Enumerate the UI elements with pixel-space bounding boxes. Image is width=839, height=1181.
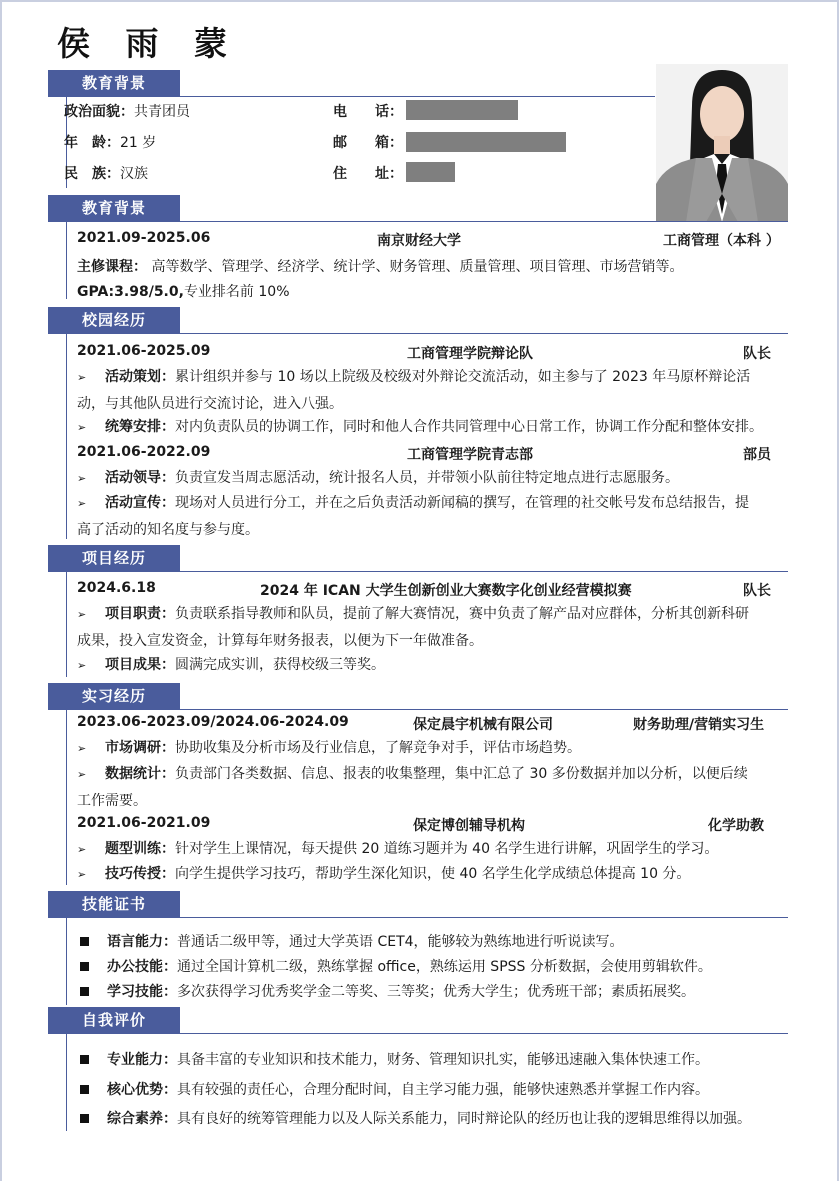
- self-eval-row: [80, 1077, 790, 1103]
- square-bullet-icon: [80, 1055, 89, 1064]
- skill-text: 通过全国计算机二级，熟练掌握 office，熟练运用 SPSS 分析数据，会使用剪辑软件。: [177, 959, 712, 975]
- email-redaction: [406, 132, 566, 152]
- section-divider: [48, 96, 655, 97]
- intern-2-date: 2021.06-2021.09: [77, 815, 211, 831]
- arrow-bullet-icon: ➢: [77, 742, 87, 755]
- page-border-left: [0, 0, 2, 1181]
- section-sidebar: [66, 917, 67, 1005]
- item-label: 市场调研：: [105, 740, 175, 756]
- age-value: 21 岁: [120, 135, 157, 151]
- section-divider: [48, 571, 788, 572]
- self-eval-text: 具有良好的统筹管理能力以及人际关系能力，同时辩论队的经历也让我的逻辑思维得以加强。: [177, 1111, 751, 1127]
- age-row: [64, 132, 156, 152]
- skill-row: [80, 954, 785, 980]
- item-text: 负责部门各类数据、信息、报表的收集整理，集中汇总了 30 多份数据并加以分析，以便后续: [175, 766, 748, 782]
- campus-2-role: 部员: [743, 447, 771, 463]
- item-text-cont: 成果，投入宣发资金，计算每年财务报表，以便为下一年做准备。: [77, 633, 483, 649]
- item-label: 技巧传授：: [105, 866, 175, 882]
- arrow-bullet-icon: ➢: [77, 371, 87, 384]
- self-eval-label: 综合素养：: [107, 1111, 177, 1127]
- item-label: 项目成果：: [105, 657, 175, 673]
- item-text-cont: 工作需要。: [77, 793, 147, 809]
- item-label: 活动策划：: [105, 369, 175, 385]
- gpa-label: GPA:3.98/5.0,: [77, 284, 184, 300]
- section-divider: [48, 221, 788, 222]
- intern-2-role: 化学助教: [708, 818, 764, 834]
- self-eval-text: 具有较强的责任心，合理分配时间，自主学习能力强，能够快速熟悉并掌握工作内容。: [177, 1082, 709, 1098]
- portrait-image: [656, 64, 788, 222]
- section-sidebar: [66, 333, 67, 539]
- gpa-text: 专业排名前 10%: [183, 284, 290, 300]
- address-label: 住 址：: [333, 166, 403, 182]
- campus-2-org: 工商管理学院青志部: [407, 447, 533, 463]
- section-sidebar: [66, 709, 67, 885]
- skill-label: 语言能力：: [107, 934, 177, 950]
- section-title: 教育背景: [48, 70, 180, 96]
- item-text: 向学生提供学习技巧，帮助学生深化知识，使 40 名学生化学成绩总体提高 10 分。: [175, 866, 691, 882]
- project-item-2: [77, 652, 782, 679]
- item-text: 圆满完成实训，获得校级三等奖。: [175, 657, 385, 673]
- project-role: 队长: [743, 583, 771, 599]
- section-divider: [48, 709, 788, 710]
- campus-2-date: 2021.06-2022.09: [77, 444, 211, 460]
- section-title: 自我评价: [48, 1007, 180, 1033]
- item-text: 协助收集及分析市场及行业信息，了解竞争对手，评估市场趋势。: [175, 740, 581, 756]
- phone-redaction: [406, 100, 518, 120]
- campus-1-role: 队长: [743, 346, 771, 362]
- section-title: 实习经历: [48, 683, 180, 709]
- intern-1-role: 财务助理/营销实习生: [633, 717, 765, 733]
- ethnic-value: 汉族: [120, 166, 148, 182]
- square-bullet-icon: [80, 987, 89, 996]
- courses-label: 主修课程：: [77, 259, 147, 275]
- self-eval-row: [80, 1106, 800, 1132]
- section-title: 教育背景: [48, 195, 180, 221]
- project-date: 2024.6.18: [77, 580, 156, 596]
- self-eval-label: 专业能力：: [107, 1052, 177, 1068]
- section-title: 项目经历: [48, 545, 180, 571]
- item-label: 题型训练：: [105, 841, 175, 857]
- campus-1-item-2: [77, 414, 797, 441]
- item-text: 对内负责队员的协调工作，同时和他人合作共同管理中心日常工作，协调工作分配和整体安排。: [175, 419, 763, 435]
- edu-gpa: [77, 281, 290, 301]
- item-text: 累计组织并参与 10 场以上院级及校级对外辩论交流活动，如主参与了 2023 年马原杯辩论活: [175, 369, 751, 385]
- skill-row: [80, 979, 785, 1005]
- politics-value: 共青团员: [134, 104, 190, 120]
- arrow-bullet-icon: ➢: [77, 421, 87, 434]
- item-label: 项目职责：: [105, 606, 175, 622]
- intern-2-item-2: [77, 861, 782, 888]
- arrow-bullet-icon: ➢: [77, 497, 87, 510]
- intern-2-item-1: [77, 836, 782, 863]
- section-divider: [48, 917, 788, 918]
- campus-1-org: 工商管理学院辩论队: [407, 346, 533, 362]
- email-label: 邮 箱：: [333, 135, 403, 151]
- intern-1-org: 保定晨宇机械有限公司: [413, 717, 553, 733]
- section-title: 校园经历: [48, 307, 180, 333]
- skill-text: 多次获得学习优秀奖学金二等奖、三等奖；优秀大学生；优秀班干部；素质拓展奖。: [177, 984, 695, 1000]
- profile-photo: [656, 64, 788, 222]
- square-bullet-icon: [80, 937, 89, 946]
- edu-school: 南京财经大学: [377, 233, 461, 249]
- phone-label: 电 话：: [333, 104, 403, 120]
- item-label: 数据统计：: [105, 766, 175, 782]
- item-text: 负责宣发当周志愿活动，统计报名人员，并带领小队前往特定地点进行志愿服务。: [175, 470, 679, 486]
- page-border-top: [0, 0, 839, 2]
- section-sidebar: [66, 221, 67, 299]
- arrow-bullet-icon: ➢: [77, 868, 87, 881]
- section-divider: [48, 1033, 788, 1034]
- skill-text: 普通话二级甲等，通过大学英语 CET4，能够较为熟练地进行听说读写。: [177, 934, 624, 950]
- item-text-cont: 动，与其他队员进行交流讨论，进入八强。: [77, 396, 343, 412]
- skill-row: [80, 929, 785, 955]
- project-name: 2024 年 ICAN 大学生创新创业大赛数字化创业经营模拟赛: [260, 583, 632, 599]
- campus-1-date: 2021.06-2025.09: [77, 343, 211, 359]
- edu-date: 2021.09-2025.06: [77, 230, 211, 246]
- section-title: 技能证书: [48, 891, 180, 917]
- campus-2-item-1: [77, 465, 797, 492]
- politics-label: 政治面貌：: [64, 104, 134, 120]
- edu-courses: [77, 256, 683, 276]
- arrow-bullet-icon: ➢: [77, 608, 87, 621]
- skill-label: 办公技能：: [107, 959, 177, 975]
- politics-row: [64, 101, 190, 121]
- arrow-bullet-icon: ➢: [77, 843, 87, 856]
- square-bullet-icon: [80, 962, 89, 971]
- item-text-cont: 高了活动的知名度与参与度。: [77, 522, 259, 538]
- ethnic-label: 民 族：: [64, 166, 120, 182]
- item-label: 活动领导：: [105, 470, 175, 486]
- item-text: 负责联系指导教师和队员，提前了解大赛情况，赛中负责了解产品对应群体，分析其创新科研: [175, 606, 749, 622]
- ethnic-row: [64, 163, 148, 183]
- self-eval-text: 具备丰富的专业知识和技术能力，财务、管理知识扎实，能够迅速融入集体快速工作。: [177, 1052, 709, 1068]
- arrow-bullet-icon: ➢: [77, 659, 87, 672]
- item-text: 现场对人员进行分工，并在之后负责活动新闻稿的撰写，在管理的社交帐号发布总结报告，提: [175, 495, 749, 511]
- intern-2-org: 保定博创辅导机构: [413, 818, 525, 834]
- arrow-bullet-icon: ➢: [77, 472, 87, 485]
- section-sidebar: [66, 571, 67, 677]
- campus-2-item-2: [77, 490, 782, 543]
- self-eval-label: 核心优势：: [107, 1082, 177, 1098]
- resume-name: 侯 雨 蒙: [57, 24, 239, 63]
- item-label: 统筹安排：: [105, 419, 175, 435]
- courses-text: 高等数学、管理学、经济学、统计学、财务管理、质量管理、项目管理、市场营销等。: [147, 259, 684, 275]
- self-eval-row: [80, 1047, 790, 1073]
- arrow-bullet-icon: ➢: [77, 768, 87, 781]
- project-item-1: [77, 601, 782, 654]
- item-text: 针对学生上课情况，每天提供 20 道练习题并为 40 名学生进行讲解，巩固学生的学习。: [175, 841, 719, 857]
- intern-1-item-1: [77, 735, 782, 762]
- section-sidebar: [66, 1033, 67, 1131]
- campus-1-item-1: [77, 364, 782, 417]
- intern-1-item-2: [77, 761, 782, 814]
- square-bullet-icon: [80, 1085, 89, 1094]
- intern-1-date: 2023.06-2023.09/2024.06-2024.09: [77, 714, 349, 730]
- edu-major: 工商管理（本科 ）: [663, 233, 780, 249]
- section-divider: [48, 333, 788, 334]
- age-label: 年 龄：: [64, 135, 120, 151]
- address-redaction: [406, 162, 455, 182]
- square-bullet-icon: [80, 1114, 89, 1123]
- item-label: 活动宣传：: [105, 495, 175, 511]
- skill-label: 学习技能：: [107, 984, 177, 1000]
